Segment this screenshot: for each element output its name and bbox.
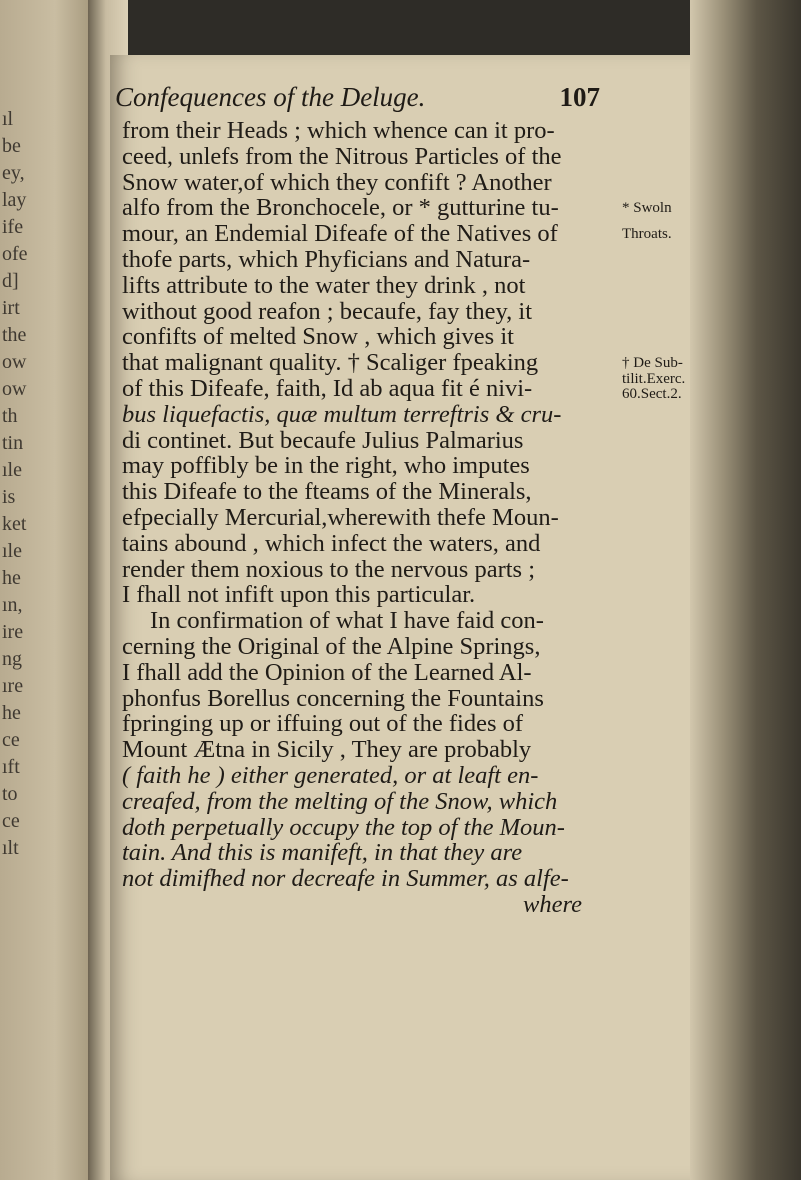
facing-page-fragment: ket — [2, 513, 27, 535]
facing-page-fragment: he — [2, 567, 21, 589]
text-line: efpecially Mercurial,wherewith thefe Moun- — [122, 503, 559, 531]
page-number: 107 — [559, 82, 600, 112]
text-line: may poffibly be in the right, who imputes — [122, 452, 530, 480]
facing-page-fragment: ıft — [2, 756, 20, 778]
facing-page-fragment: the — [2, 324, 27, 346]
text-line: of this Difeafe, faith, Id ab aqua fit é nivi- — [122, 374, 533, 402]
running-title: Confequences of the Deluge. — [115, 82, 426, 112]
text-line: I fhall not infift upon this particular. — [122, 581, 476, 609]
facing-page-fragment: ow — [2, 378, 27, 400]
text-line: where — [523, 890, 582, 918]
facing-page-fragment: ey, — [2, 162, 25, 184]
text-line: I fhall add the Opinion of the Learned Al- — [122, 658, 532, 686]
text-line: ( faith he ) either generated, or at leaft en- — [122, 761, 539, 789]
text-line: bus liquefactis, quæ multum terreftris & cru- — [122, 400, 562, 428]
text-line: fpringing up or iffuing out of the fides of — [122, 710, 524, 738]
text-line: In confirmation of what I have faid con- — [150, 607, 544, 635]
text-line: not dimifhed nor decreafe in Summer, as alfe- — [122, 865, 569, 893]
text-line: confifts of melted Snow , which gives it — [122, 323, 514, 351]
facing-page-fragment: ıl — [2, 108, 14, 130]
text-line: phonfus Borellus concerning the Fountains — [122, 684, 544, 712]
page-fore-edge — [690, 0, 801, 1180]
text-line: ceed, unlefs from the Nitrous Particles of the — [122, 142, 562, 170]
facing-page-fragment: ıre — [2, 675, 24, 697]
text-line: doth perpetually occupy the top of the Moun- — [122, 813, 565, 841]
facing-page-fragment: ce — [2, 729, 20, 751]
margin-note: † De Sub- — [622, 355, 683, 372]
text-line: Snow water,of which they confift ? Another — [122, 168, 552, 196]
facing-page-fragment: to — [2, 783, 18, 805]
facing-page-fragment: d] — [2, 270, 19, 292]
facing-page-fragment: tin — [2, 432, 24, 454]
text-line: render them noxious to the nervous parts ; — [122, 555, 536, 583]
facing-page-fragment: ıle — [2, 540, 22, 562]
facing-page-fragment: ife — [2, 216, 24, 238]
text-line: creafed, from the melting of the Snow, which — [122, 787, 558, 815]
facing-page-fragment: he — [2, 702, 21, 724]
facing-page-fragment: ın, — [2, 594, 23, 616]
text-line: from their Heads ; which whence can it pro- — [122, 117, 555, 144]
text-line: tain. And this is manifeft, in that they are — [122, 839, 523, 867]
facing-page-fragment: irt — [2, 297, 20, 319]
text-line: Mount Ætna in Sicily , They are probably — [122, 736, 532, 764]
facing-page-fragment: ow — [2, 351, 27, 373]
text-line: thofe parts, which Phyficians and Natura- — [122, 245, 531, 273]
text-line: tains abound , which infect the waters, and — [122, 529, 541, 557]
facing-page-fragment: ire — [2, 621, 24, 643]
facing-page-fragment: be — [2, 135, 21, 157]
facing-page-fragment: ce — [2, 810, 20, 832]
facing-page-fragment: ofe — [2, 243, 28, 265]
body-text — [122, 118, 622, 918]
text-line: lifts attribute to the water they drink , not — [122, 271, 526, 299]
facing-page-fragment: th — [2, 405, 18, 427]
facing-page-edge — [0, 0, 100, 1180]
running-header — [115, 82, 600, 114]
text-line: alfo from the Bronchocele, or * gutturine tu- — [122, 194, 559, 222]
facing-page-fragment: ılt — [2, 837, 19, 859]
margin-note: tilit.Exerc. — [622, 370, 686, 387]
text-line: mour, an Endemial Difeafe of the Natives of — [122, 220, 558, 248]
margin-note: 60.Sect.2. — [622, 386, 682, 403]
text-line: di continet. But becaufe Julius Palmarius — [122, 426, 524, 454]
text-line: cerning the Original of the Alpine Springs, — [122, 632, 541, 660]
facing-page-fragment: ıle — [2, 459, 22, 481]
facing-page-fragment: ng — [2, 648, 22, 670]
text-line: this Difeafe to the fteams of the Minerals, — [122, 478, 532, 506]
text-line: that malignant quality. † Scaliger fpeaking — [122, 349, 539, 377]
facing-page-fragment: is — [2, 486, 16, 508]
margin-note: Throats. — [622, 226, 672, 243]
margin-note: * Swoln — [622, 200, 672, 217]
text-line: without good reafon ; becaufe, fay they, it — [122, 297, 533, 325]
facing-page-fragment: lay — [2, 189, 27, 211]
